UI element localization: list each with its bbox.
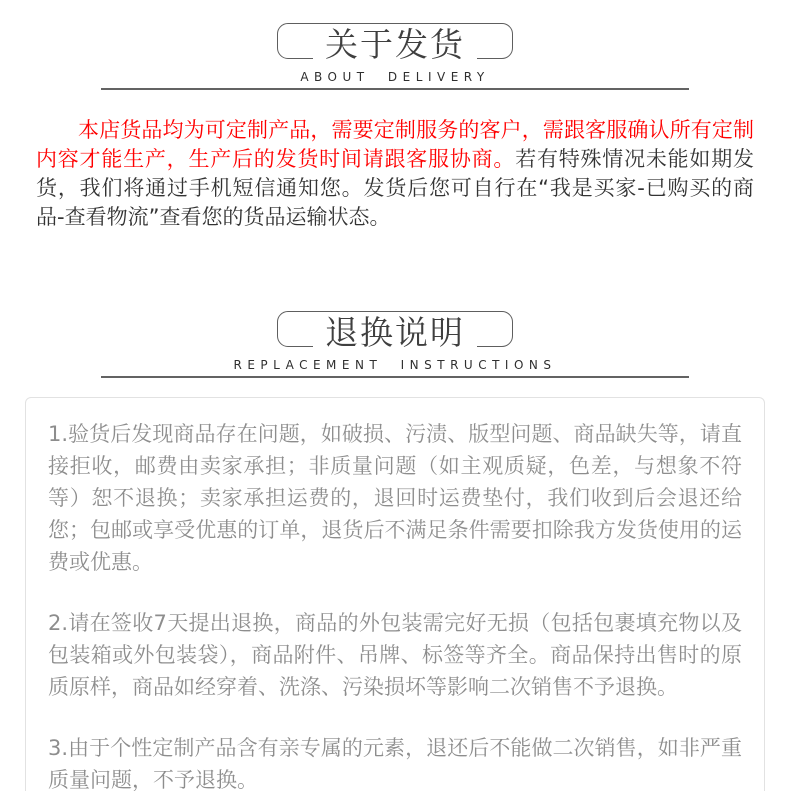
replacement-rules-box [25, 397, 765, 791]
replacement-divider [101, 376, 689, 378]
delivery-subtitle: ABOUT DELIVERY [300, 70, 490, 84]
delivery-divider [101, 88, 689, 90]
replacement-title-box [277, 311, 513, 352]
delivery-notice-shipping-info: 若有特殊情况未能如期发货，我们将通过手机短信通知您。发货后您可自行在“我是买家-已购买的商品-查看物流”查看您的货品运输状态。 [36, 147, 754, 229]
replacement-title: 退换说明 [313, 316, 477, 350]
replacement-section [0, 311, 790, 791]
delivery-notice [36, 116, 754, 232]
rule-item-1: 1.验货后发现商品存在问题，如破损、污渍、版型问题、商品缺失等，请直接拒收，邮费由卖家承担；非质量问题（如主观质疑，色差，与想象不符等）恕不退换；卖家承担运费的，退回时运费垫付，我们收到后会退还给您；包邮或享受优惠的订单，退货后不满足条件需要扣除我方发货使用的运费或优惠。 [48, 422, 742, 574]
rule-item-2: 2.请在签收7天提出退换，商品的外包装需完好无损（包括包裹填充物以及包装箱或外包装袋），商品附件、吊牌、标签等齐全。商品保持出售时的原质原样，商品如经穿着、洗涤、污染损坏等影响二次销售不予退换。 [48, 611, 742, 699]
delivery-notice-custom-warning: 本店货品均为可定制产品，需要定制服务的客户，需跟客服确认所有定制内容才能生产，生产后的发货时间请跟客服协商。 [36, 118, 754, 171]
delivery-section [0, 23, 790, 232]
replacement-subtitle: REPLACEMENT INSTRUCTIONS [233, 358, 557, 372]
delivery-title: 关于发货 [313, 28, 477, 62]
product-detail-page [0, 23, 790, 791]
delivery-title-box [277, 23, 513, 64]
rule-item-3: 3.由于个性定制产品含有亲专属的元素，退还后不能做二次销售，如非严重质量问题，不予退换。 [48, 736, 742, 791]
